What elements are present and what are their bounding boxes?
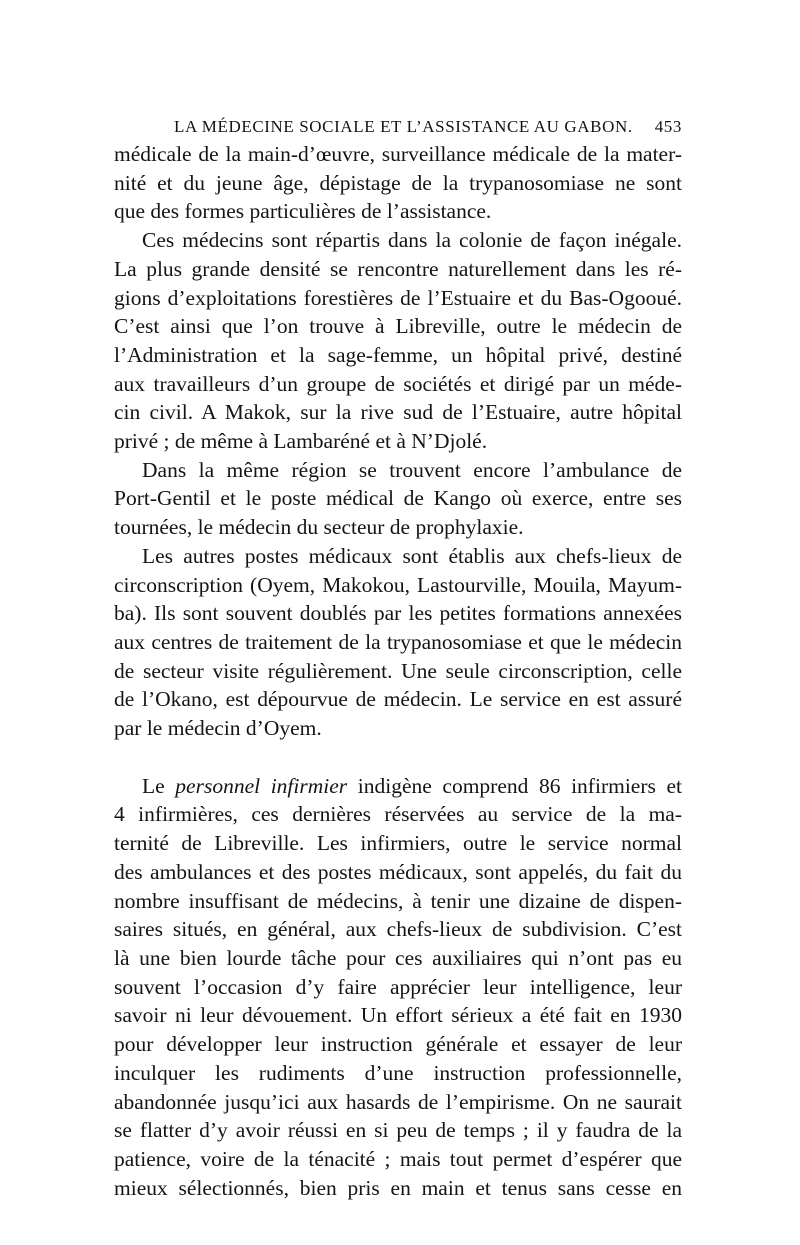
text-line: médicale de la main-d’œuvre, surveillance médicale de la mater- <box>114 142 682 166</box>
text-line: que des formes particulières de l’assistance. <box>114 199 492 224</box>
italic-term: personnel infirmier <box>175 773 348 798</box>
header-title: LA MÉDECINE SOCIALE ET L’ASSISTANCE AU GABON. <box>174 117 633 136</box>
text-line: privé ; de même à Lambaréné et à N’Djolé. <box>114 429 488 454</box>
text-line: patience, voire de la ténacité ; mais tout permet d’espérer que <box>114 1146 682 1171</box>
text-line: se flatter d’y avoir réussi en si peu de temps ; il y faudra de la <box>114 1118 682 1143</box>
page-number: 453 <box>654 117 682 136</box>
line-text: indigène comprend 86 infirmiers et <box>347 773 682 798</box>
text-line: Ces médecins sont répartis dans la colonie de façon inégale. <box>142 228 682 253</box>
paragraph <box>114 140 682 226</box>
text-line: La plus grande densité se rencontre naturellement dans les ré- <box>114 256 682 281</box>
paragraph <box>114 226 682 456</box>
text-line: par le médecin d’Oyem. <box>114 716 322 741</box>
paragraph <box>114 456 682 542</box>
text-line: pour développer leur instruction générale et essayer de leur <box>114 1032 682 1057</box>
text-line: souvent l’occasion d’y faire apprécier leur intelligence, leur <box>114 974 682 999</box>
text-line: des ambulances et des postes médicaux, sont appelés, du fait du <box>114 859 682 884</box>
text-line: inculquer les rudiments d’une instruction professionnelle, <box>114 1060 682 1085</box>
text-line: tournées, le médecin du secteur de prophylaxie. <box>114 515 524 540</box>
paragraph-gap <box>114 743 682 772</box>
paragraph <box>114 542 682 743</box>
lead-text: Le <box>142 773 176 798</box>
text-line: aux travailleurs d’un groupe de sociétés et dirigé par un méde- <box>114 371 682 396</box>
text-line: abandonnée jusqu’ici aux hasards de l’empirisme. On ne saurait <box>114 1089 682 1114</box>
book-page <box>114 116 682 1202</box>
text-line: 4 infirmières, ces dernières réservées au service de la ma- <box>114 802 682 827</box>
text-line: ba). Ils sont souvent doublés par les petites formations annexées <box>114 601 682 626</box>
text-line: l’Administration et la sage-femme, un hôpital privé, destiné <box>114 342 682 367</box>
text-line: Dans la même région se trouvent encore l’ambulance de <box>142 457 682 482</box>
text-line: saires situés, en général, aux chefs-lieux de subdivision. C’est <box>114 917 682 942</box>
text-line: nité et du jeune âge, dépistage de la trypanosomiase ne sont <box>114 170 682 195</box>
text-line: de l’Okano, est dépourvue de médecin. Le service en est assuré <box>114 687 682 712</box>
paragraph <box>114 772 682 1203</box>
text-line: Les autres postes médicaux sont établis aux chefs-lieux de <box>142 543 682 568</box>
text-line: Port-Gentil et le poste médical de Kango où exerce, entre ses <box>114 486 682 511</box>
body-text <box>114 140 682 1202</box>
text-line: gions d’exploitations forestières de l’Estuaire et du Bas-Ogooué. <box>114 285 682 310</box>
text-line: cin civil. A Makok, sur la rive sud de l’Estuaire, autre hôpital <box>114 400 682 425</box>
text-line: nombre insuffisant de médecins, à tenir une dizaine de dispen- <box>114 888 682 913</box>
text-line: ternité de Libreville. Les infirmiers, outre le service normal <box>114 831 682 856</box>
text-line: là une bien lourde tâche pour ces auxiliaires qui n’ont pas eu <box>114 945 682 970</box>
text-line: mieux sélectionnés, bien pris en main et tenus sans cesse en <box>114 1175 682 1200</box>
text-line: de secteur visite régulièrement. Une seule circonscription, celle <box>114 658 682 683</box>
text-line: circonscription (Oyem, Makokou, Lastourville, Mouila, Mayum- <box>114 572 682 597</box>
text-line: savoir ni leur dévouement. Un effort sérieux a été fait en 1930 <box>114 1003 682 1028</box>
text-line: C’est ainsi que l’on trouve à Libreville, outre le médecin de <box>114 314 682 339</box>
running-header <box>114 116 682 138</box>
text-line <box>114 772 682 801</box>
text-line: aux centres de traitement de la trypanosomiase et que le médecin <box>114 629 682 654</box>
